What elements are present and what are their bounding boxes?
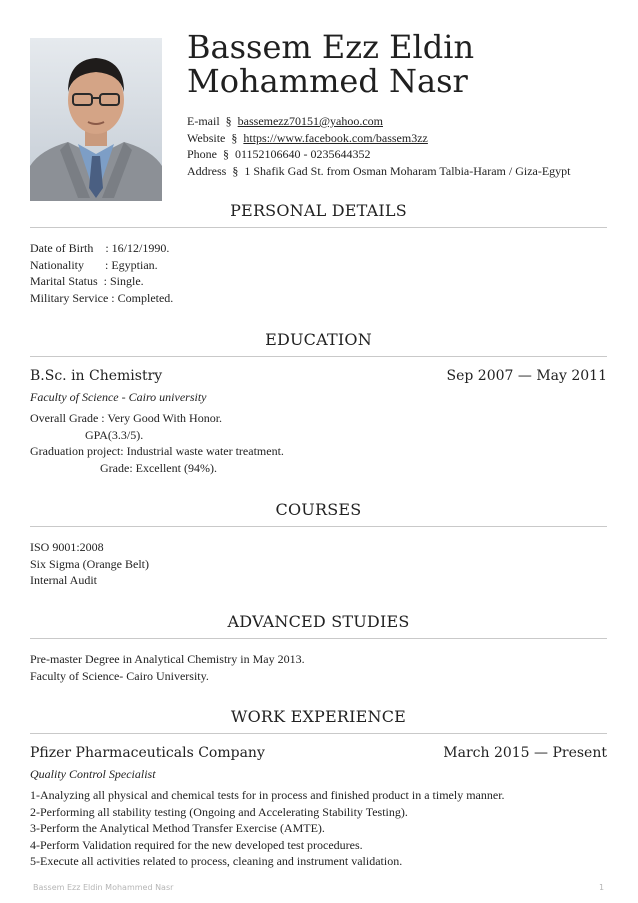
personal-details-list bbox=[30, 240, 607, 306]
contact-label: E-mail bbox=[187, 114, 220, 128]
section-divider bbox=[30, 526, 607, 527]
personal-details-heading: PERSONAL DETAILS bbox=[230, 201, 407, 220]
advanced-studies-heading: ADVANCED STUDIES bbox=[227, 612, 410, 631]
company-name: Pfizer Pharmaceuticals Company bbox=[30, 745, 265, 761]
degree-title: B.Sc. in Chemistry bbox=[30, 368, 163, 384]
duty-item: 4-Perform Validation required for the new developed test procedures. bbox=[30, 837, 363, 852]
contact-label: Phone bbox=[187, 147, 217, 161]
contact-email-row bbox=[187, 113, 617, 130]
courses-heading: COURSES bbox=[275, 500, 362, 519]
section-sign-icon: § bbox=[225, 114, 232, 128]
education-details bbox=[30, 410, 607, 476]
section-divider bbox=[30, 733, 607, 734]
graduation-project-line: Graduation project: Industrial waste water treatment. bbox=[30, 444, 284, 458]
full-name bbox=[187, 30, 617, 98]
birth-date-line: Date of Birth : 16/12/1990. bbox=[30, 241, 170, 255]
work-entry-header bbox=[30, 745, 607, 761]
section-sign-icon: § bbox=[231, 130, 238, 145]
contact-website-row bbox=[187, 130, 617, 147]
work-experience-heading: WORK EXPERIENCE bbox=[230, 707, 407, 726]
footer-name: Bassem Ezz Eldin Mohammed Nasr bbox=[33, 883, 174, 892]
advanced-studies-list bbox=[30, 651, 607, 684]
contact-phone-row bbox=[187, 146, 617, 163]
military-service-line: Military Service : Completed. bbox=[30, 290, 174, 305]
duty-item: 3-Perform the Analytical Method Transfer Exercise (AMTE). bbox=[30, 821, 325, 835]
courses-list bbox=[30, 539, 607, 589]
phone-value: 01152106640 - 0235644352 bbox=[235, 147, 371, 161]
institution-name: Faculty of Science - Cairo university bbox=[30, 390, 207, 404]
education-entry-header bbox=[30, 368, 607, 384]
project-grade-line: Grade: Excellent (94%). bbox=[100, 460, 217, 475]
section-divider bbox=[30, 356, 607, 357]
education-heading: EDUCATION bbox=[265, 330, 372, 349]
name-line-1: Bassem Ezz Eldin bbox=[187, 28, 475, 66]
course-item: Six Sigma (Orange Belt) bbox=[30, 556, 149, 571]
marital-status-line: Marital Status : Single. bbox=[30, 274, 144, 288]
address-value: 1 Shafik Gad St. from Osman Moharam Talbia-Haram / Giza-Egypt bbox=[244, 163, 571, 178]
profile-photo bbox=[30, 38, 162, 201]
course-item: ISO 9001:2008 bbox=[30, 540, 104, 554]
education-dates: Sep 2007 — May 2011 bbox=[446, 368, 607, 384]
duty-item: 2-Performing all stability testing (Ongoing and Accelerating Stability Testing). bbox=[30, 804, 408, 819]
website-link[interactable]: https://www.facebook.com/bassem3zz bbox=[243, 130, 428, 145]
contact-label: Address bbox=[187, 163, 227, 178]
email-link[interactable]: bassemezz70151@yahoo.com bbox=[237, 114, 383, 128]
advanced-study-line: Pre-master Degree in Analytical Chemistry in May 2013. bbox=[30, 652, 305, 666]
course-item: Internal Audit bbox=[30, 573, 97, 587]
page-number: 1 bbox=[599, 883, 605, 892]
section-divider bbox=[30, 227, 607, 228]
contact-label: Website bbox=[187, 130, 226, 145]
portrait-image bbox=[30, 38, 162, 201]
overall-grade-line: Overall Grade : Very Good With Honor. bbox=[30, 411, 223, 425]
duty-item: 5-Execute all activities related to process, cleaning and instrument validation. bbox=[30, 854, 403, 868]
duties-list bbox=[30, 787, 607, 870]
section-sign-icon: § bbox=[223, 147, 229, 161]
contact-address-row bbox=[187, 163, 617, 180]
gpa-line: GPA(3.3/5). bbox=[85, 427, 144, 442]
section-divider bbox=[30, 638, 607, 639]
section-sign-icon: § bbox=[232, 163, 239, 178]
nationality-line: Nationality : Egyptian. bbox=[30, 257, 158, 272]
work-dates: March 2015 — Present bbox=[443, 745, 607, 761]
advanced-study-line: Faculty of Science- Cairo University. bbox=[30, 668, 209, 683]
contact-info bbox=[187, 113, 617, 179]
job-title: Quality Control Specialist bbox=[30, 767, 156, 781]
name-line-2: Mohammed Nasr bbox=[187, 62, 468, 100]
duty-item: 1-Analyzing all physical and chemical tests for in process and finished product in a timely manner. bbox=[30, 788, 505, 802]
